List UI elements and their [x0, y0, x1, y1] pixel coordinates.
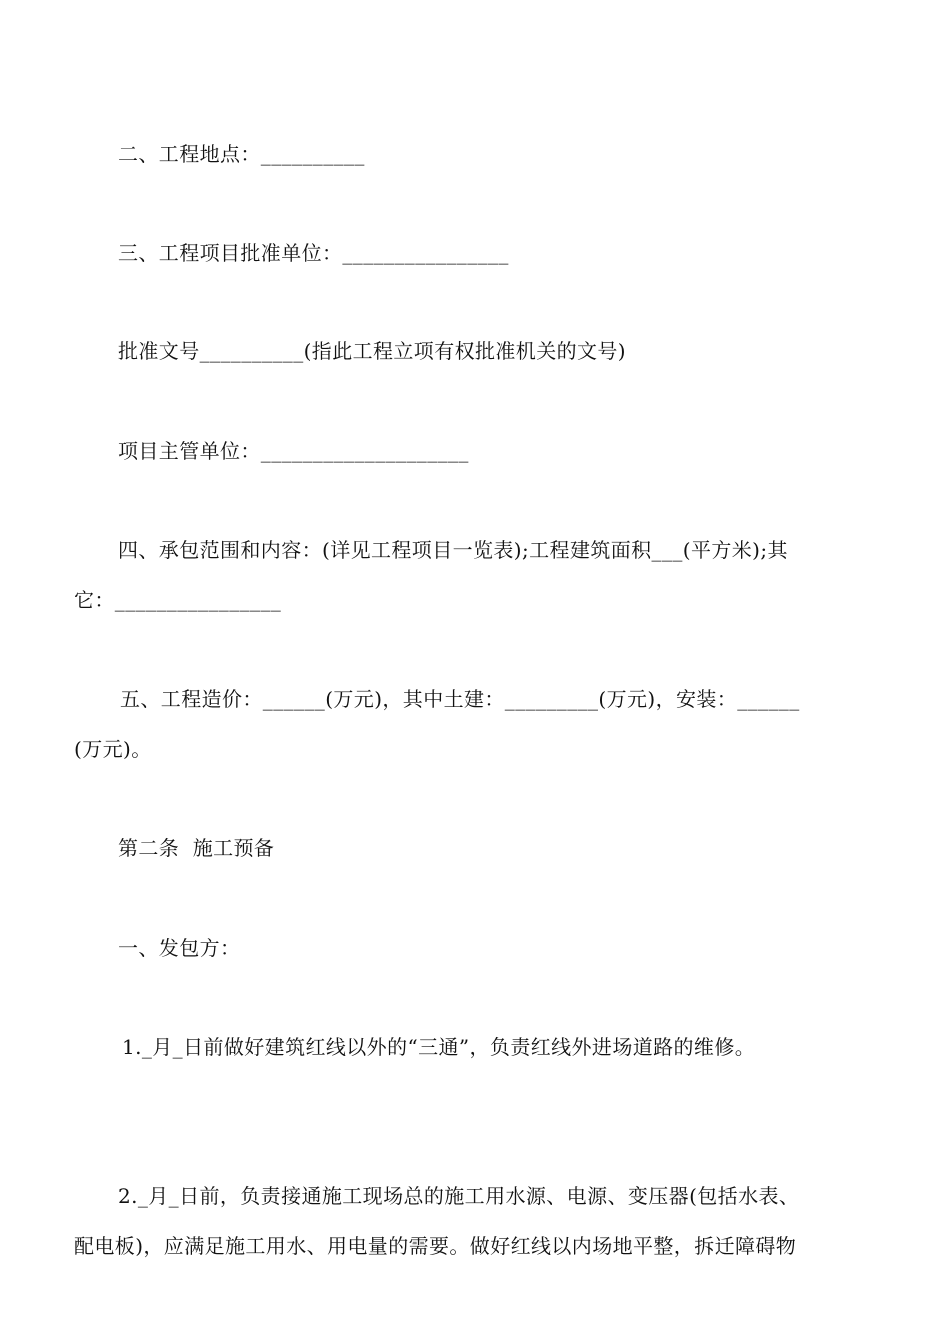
- text-line-employer: 一、发包方：: [118, 936, 241, 960]
- text-line-scope-and-content: 四、承包范围和内容：(详见工程项目一览表);工程建筑面积___(平方米);其: [118, 538, 788, 562]
- section-heading-construction-prep: 第二条 施工预备: [118, 836, 275, 860]
- text-line-scope-other: 它：________________: [74, 588, 282, 612]
- text-line-project-location: 二、工程地点：__________: [118, 142, 365, 166]
- text-line-approval-number: 批准文号__________(指此工程立项有权批准机关的文号): [118, 339, 627, 363]
- text-line-item-2: 2._月_日前，负责接通施工现场总的施工用水源、电源、变压器(包括水表、: [118, 1184, 800, 1208]
- text-line-project-cost: 五、工程造价：______(万元)，其中土建：_________(万元)，安装：______: [120, 687, 800, 711]
- text-line-approval-unit: 三、工程项目批准单位：________________: [118, 241, 509, 265]
- text-line-item-1: 1._月_日前做好建筑红线以外的“三通”，负责红线外进场道路的维修。: [122, 1035, 756, 1059]
- text-line-supervising-unit: 项目主管单位：____________________: [118, 439, 469, 463]
- text-line-project-cost-unit: (万元)。: [74, 737, 152, 761]
- text-line-item-2-continued: 配电板)，应满足施工用水、用电量的需要。做好红线以内场地平整，拆迁障碍物: [74, 1234, 797, 1258]
